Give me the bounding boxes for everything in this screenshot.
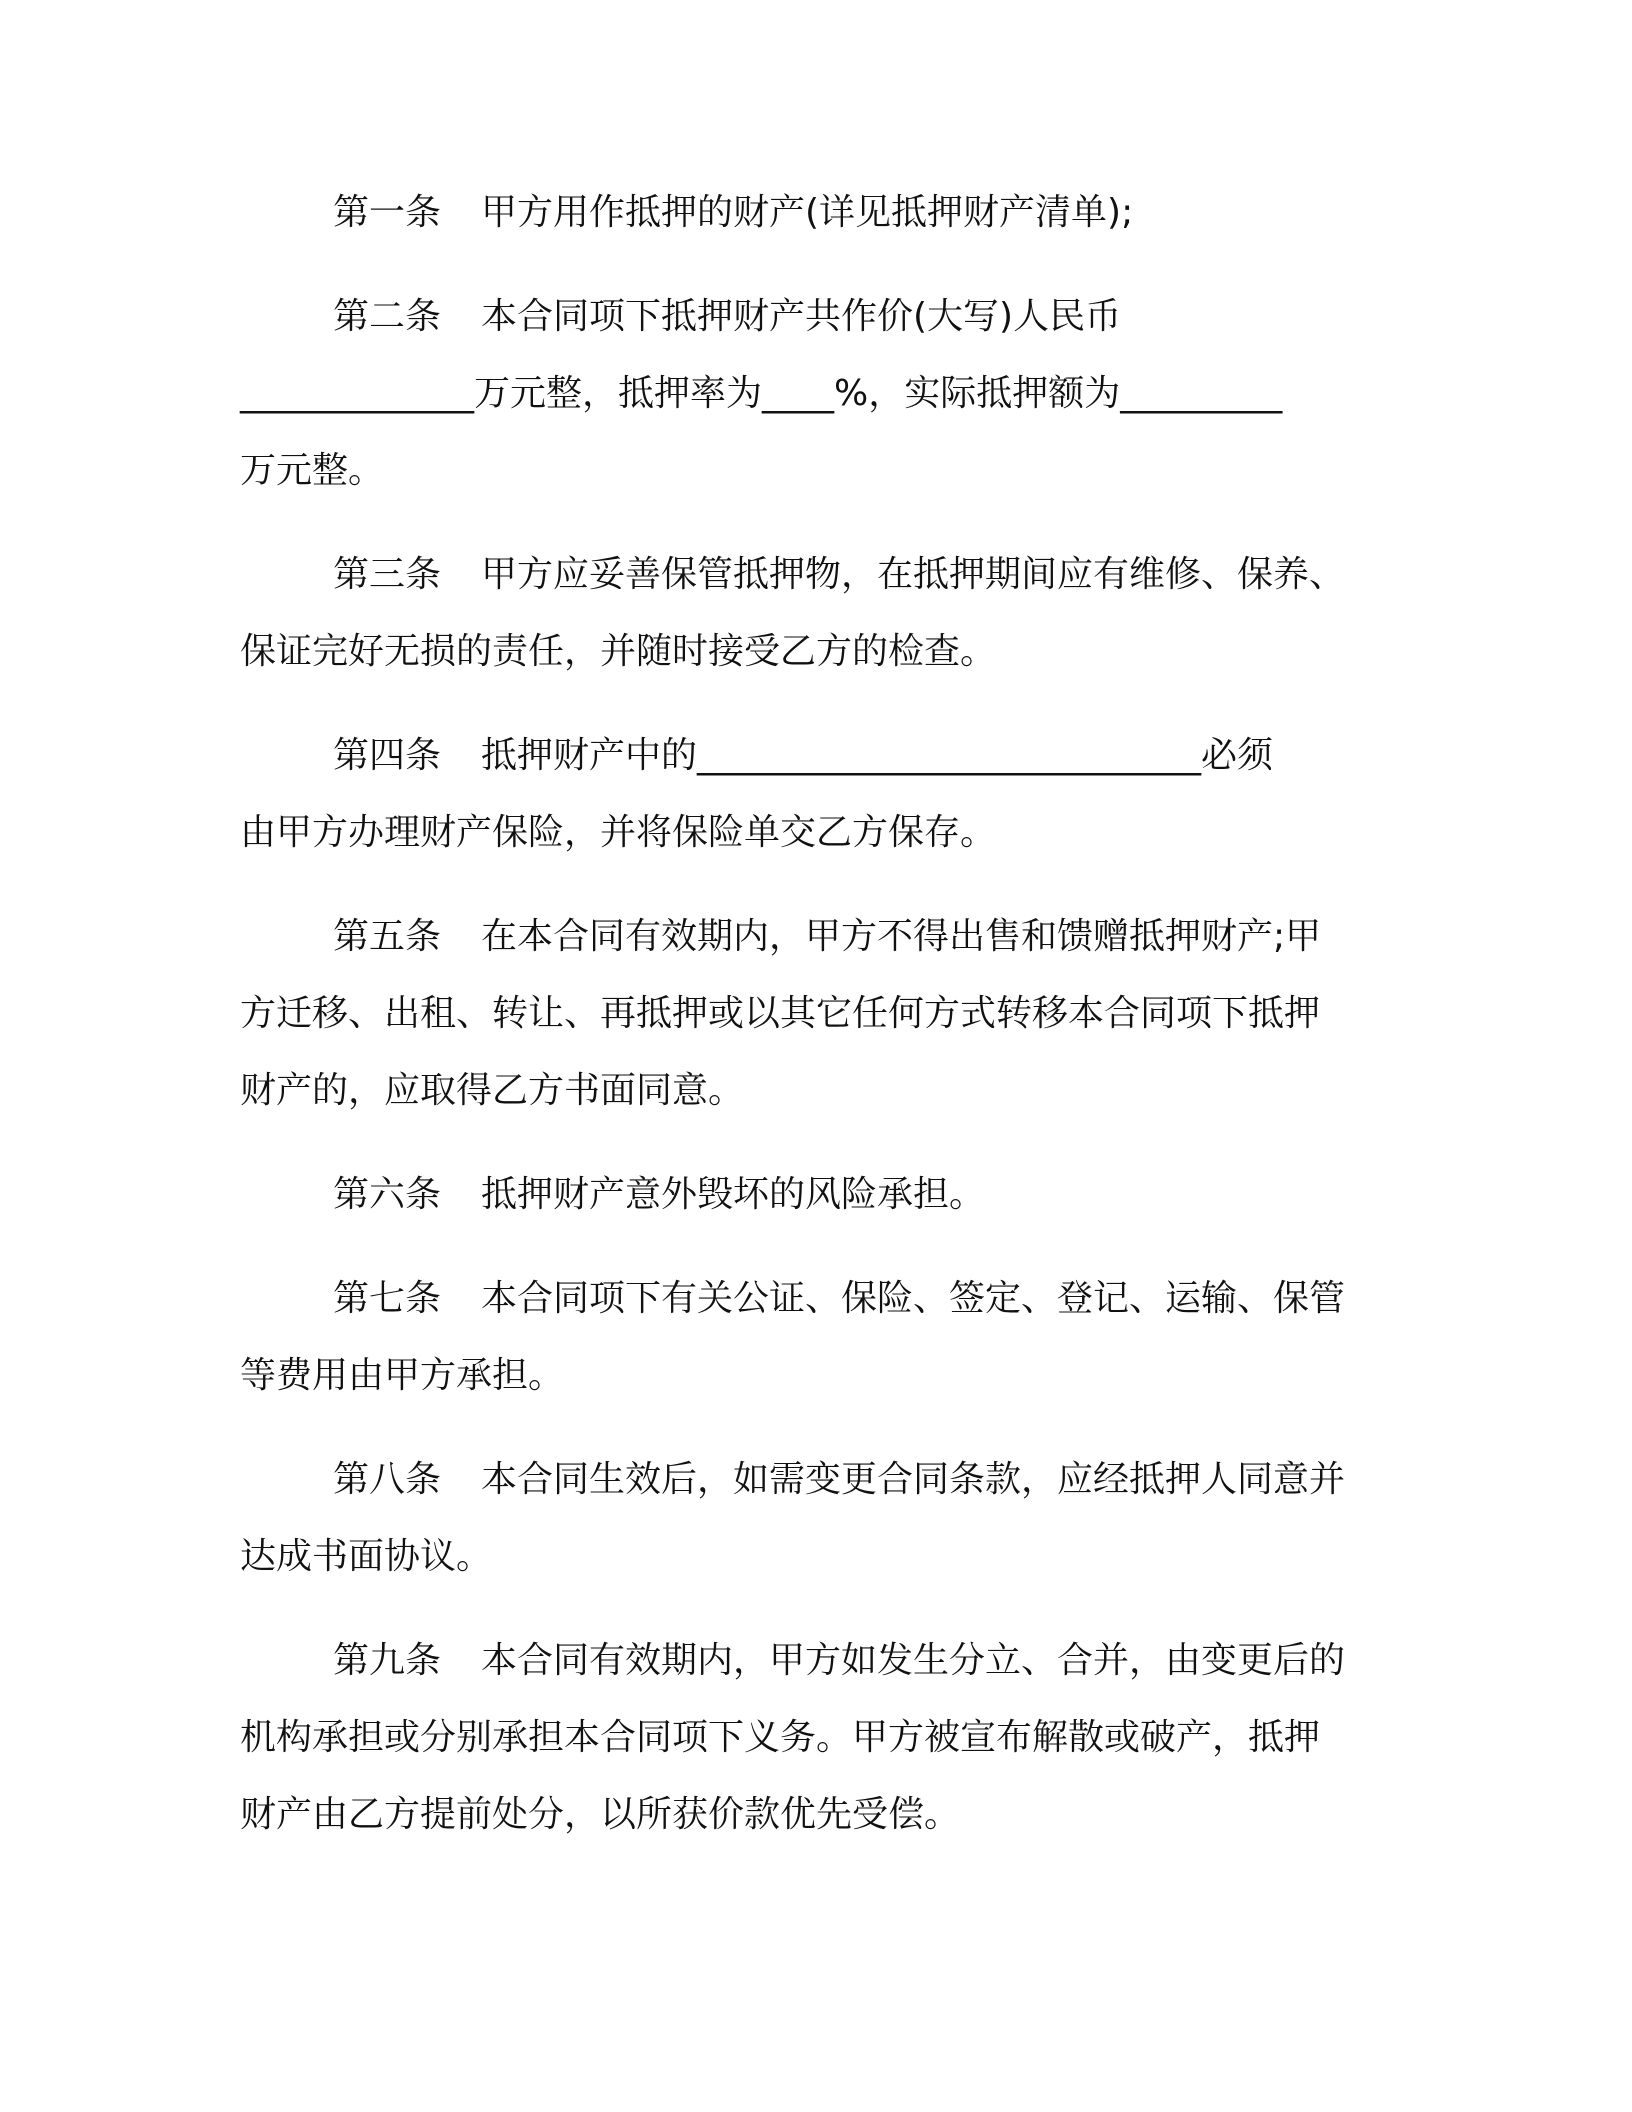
article-text-line: 甲方应妥善保管抵押物，在抵押期间应有维修、保养、 xyxy=(481,554,1346,595)
article-text-line: 甲方用作抵押的财产(详见抵押财产清单); xyxy=(481,192,1134,233)
article-text-line: 本合同项下抵押财产共作价(大写)人民币 xyxy=(481,296,1122,337)
article-text-line: 财产的，应取得乙方书面同意。 xyxy=(240,1070,745,1111)
article-label: 第三条 xyxy=(333,554,442,595)
article-label: 第六条 xyxy=(333,1174,442,1215)
article-label: 第五条 xyxy=(333,916,442,957)
article-label: 第二条 xyxy=(333,296,442,337)
article-label: 第四条 xyxy=(333,735,442,776)
article-text-line: 抵押财产中的____________________________必须 xyxy=(481,735,1274,776)
article-label: 第九条 xyxy=(333,1640,442,1681)
article-label: 第七条 xyxy=(333,1278,442,1319)
article-text-line: 方迁移、出租、转让、再抵押或以其它任何方式转移本合同项下抵押 xyxy=(240,993,1321,1034)
article-text-line: 机构承担或分别承担本合同项下义务。甲方被宣布解散或破产，抵押 xyxy=(240,1717,1321,1758)
article-text-line: 本合同生效后，如需变更合同条款，应经抵押人同意并 xyxy=(481,1459,1346,1500)
article-text-line: 本合同项下有关公证、保险、签定、登记、运输、保管 xyxy=(481,1278,1346,1319)
article-label: 第一条 xyxy=(333,192,442,233)
article-text-line: 万元整。 xyxy=(240,450,385,491)
article-text-line: 财产由乙方提前处分，以所获价款优先受偿。 xyxy=(240,1794,961,1835)
article-text-line: 保证完好无损的责任，并随时接受乙方的检查。 xyxy=(240,631,997,672)
article-text-line: 由甲方办理财产保险，并将保险单交乙方保存。 xyxy=(240,812,997,853)
article-text-line: 等费用由甲方承担。 xyxy=(240,1355,565,1396)
article-text-line: 抵押财产意外毁坏的风险承担。 xyxy=(481,1174,986,1215)
article-text-line: _____________万元整，抵押率为____%，实际抵押额为_________ xyxy=(240,373,1283,414)
article-text-line: 本合同有效期内，甲方如发生分立、合并，由变更后的 xyxy=(481,1640,1346,1681)
article-label: 第八条 xyxy=(333,1459,442,1500)
article-text-line: 达成书面协议。 xyxy=(240,1536,493,1577)
article-text-line: 在本合同有效期内，甲方不得出售和馈赠抵押财产;甲 xyxy=(481,916,1322,957)
